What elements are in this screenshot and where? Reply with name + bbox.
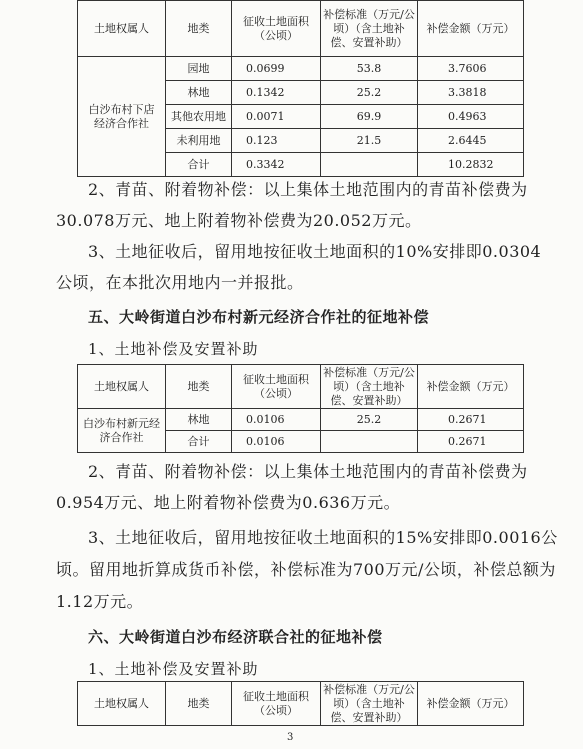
amount-cell: 3.3818 bbox=[418, 81, 524, 105]
area-cell: 0.0071 bbox=[232, 105, 321, 129]
type-cell: 园地 bbox=[166, 57, 232, 81]
table-row bbox=[78, 409, 524, 431]
standard-cell: 25.2 bbox=[321, 81, 418, 105]
header-owner: 土地权属人 bbox=[78, 682, 166, 726]
header-owner: 土地权属人 bbox=[78, 365, 166, 409]
owner-cell: 白沙布村新元经济合作社 bbox=[78, 409, 166, 453]
header-amount: 补偿金额（万元） bbox=[418, 365, 524, 409]
type-cell: 林地 bbox=[166, 81, 232, 105]
paragraph-line: 公顷，在本批次用地内一并报批。 bbox=[56, 273, 304, 292]
standard-cell: 25.2 bbox=[321, 409, 418, 431]
table-row bbox=[78, 57, 524, 81]
header-area: 征收土地面积（公顷） bbox=[232, 682, 321, 726]
paragraph-line: 0.954万元、地上附着物补偿费为0.636万元。 bbox=[56, 493, 401, 512]
area-cell: 0.3342 bbox=[232, 153, 321, 177]
header-amount: 补偿金额（万元） bbox=[418, 682, 524, 726]
amount-cell: 2.6445 bbox=[418, 129, 524, 153]
type-cell: 合计 bbox=[166, 431, 232, 453]
header-area: 征收土地面积（公顷） bbox=[232, 1, 321, 57]
table-header-row bbox=[78, 365, 524, 409]
header-type: 地类 bbox=[166, 365, 232, 409]
header-type: 地类 bbox=[166, 1, 232, 57]
area-cell: 0.1342 bbox=[232, 81, 321, 105]
amount-cell: 10.2832 bbox=[418, 153, 524, 177]
header-owner: 土地权属人 bbox=[78, 1, 166, 57]
header-standard: 补偿标准（万元/公顷）（含土地补偿、安置补助） bbox=[321, 365, 418, 409]
section-heading: 六、大岭街道白沙布经济联合社的征地补偿 bbox=[88, 628, 383, 646]
table-header-row bbox=[78, 682, 524, 726]
amount-cell: 0.2671 bbox=[418, 431, 524, 453]
paragraph-line: 2、青苗、附着物补偿：以上集体土地范围内的青苗补偿费为 bbox=[88, 462, 528, 481]
standard-cell: 21.5 bbox=[321, 129, 418, 153]
paragraph-line: 3、土地征收后，留用地按征收土地面积的15%安排即0.0016公 bbox=[88, 528, 558, 547]
amount-cell: 3.7606 bbox=[418, 57, 524, 81]
paragraph-line: 2、青苗、附着物补偿：以上集体土地范围内的青苗补偿费为 bbox=[88, 180, 528, 199]
paragraph-line: 3、土地征收后，留用地按征收土地面积的10%安排即0.0304 bbox=[88, 242, 542, 261]
table-header-row bbox=[78, 1, 524, 57]
subsection-heading: 1、土地补偿及安置补助 bbox=[88, 660, 259, 678]
area-cell: 0.123 bbox=[232, 129, 321, 153]
paragraph-line: 1.12万元。 bbox=[56, 592, 144, 611]
amount-cell: 0.4963 bbox=[418, 105, 524, 129]
paragraph-line: 30.078万元、地上附着物补偿费为20.052万元。 bbox=[56, 211, 422, 230]
area-cell: 0.0699 bbox=[232, 57, 321, 81]
standard-cell: 53.8 bbox=[321, 57, 418, 81]
type-cell: 合计 bbox=[166, 153, 232, 177]
owner-cell: 白沙布村下店经济合作社 bbox=[78, 57, 166, 177]
standard-cell bbox=[321, 431, 418, 453]
header-standard: 补偿标准（万元/公顷）（含土地补偿、安置补助） bbox=[321, 1, 418, 57]
section-heading: 五、大岭街道白沙布村新元经济合作社的征地补偿 bbox=[88, 308, 430, 326]
paragraph-line: 顷。留用地折算成货币补偿，补偿标准为700万元/公顷，补偿总额为 bbox=[56, 560, 556, 579]
amount-cell: 0.2671 bbox=[418, 409, 524, 431]
compensation-table-1 bbox=[77, 0, 524, 177]
type-cell: 林地 bbox=[166, 409, 232, 431]
type-cell: 未利用地 bbox=[166, 129, 232, 153]
standard-cell bbox=[321, 153, 418, 177]
header-amount: 补偿金额（万元） bbox=[418, 1, 524, 57]
page-number: 3 bbox=[287, 732, 294, 743]
area-cell: 0.0106 bbox=[232, 431, 321, 453]
standard-cell: 69.9 bbox=[321, 105, 418, 129]
type-cell: 其他农用地 bbox=[166, 105, 232, 129]
area-cell: 0.0106 bbox=[232, 409, 321, 431]
compensation-table-3 bbox=[77, 681, 524, 726]
subsection-heading: 1、土地补偿及安置补助 bbox=[88, 340, 259, 358]
header-type: 地类 bbox=[166, 682, 232, 726]
header-area: 征收土地面积（公顷） bbox=[232, 365, 321, 409]
header-standard: 补偿标准（万元/公顷）（含土地补偿、安置补助） bbox=[321, 682, 418, 726]
compensation-table-2 bbox=[77, 364, 524, 453]
